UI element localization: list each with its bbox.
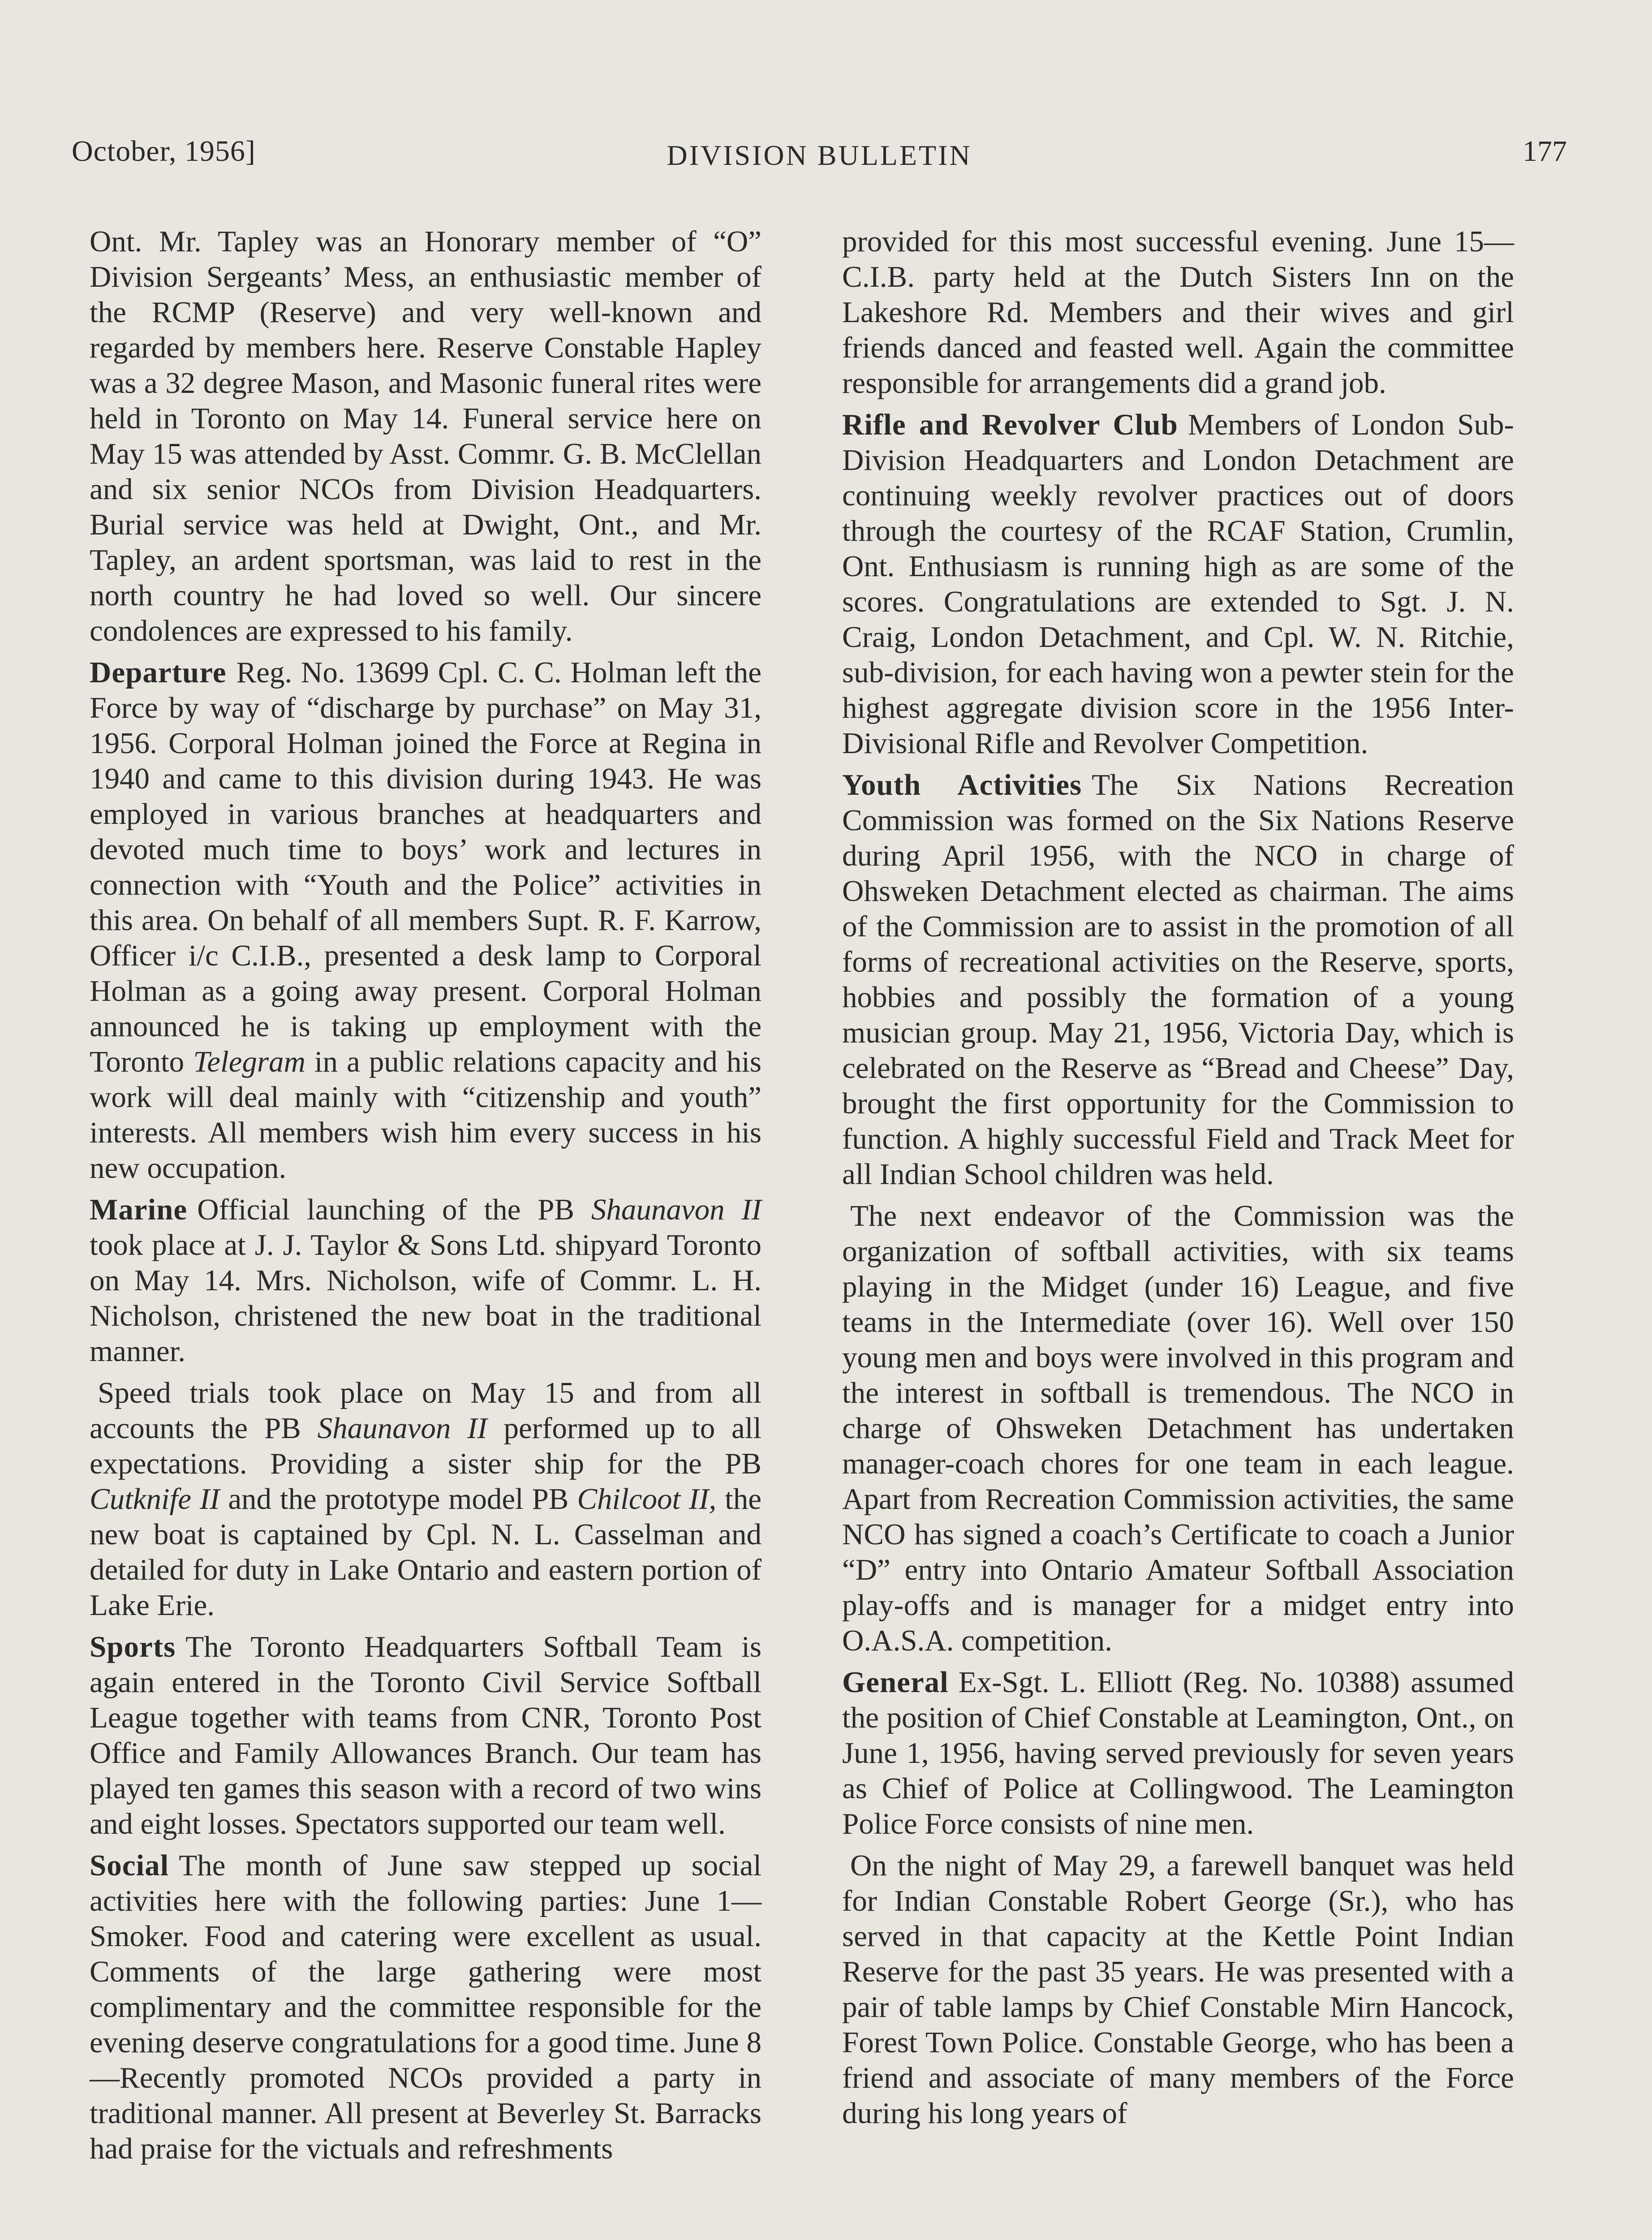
page-number: 177 (1523, 135, 1567, 168)
publication-title: DIVISION BULLETIN (667, 139, 972, 171)
paragraph: General Ex-Sgt. L. Elliott (Reg. No. 10388) assumed the position of Chief Constable at Leamington, Ont., on June 1, 1956, having served previously for seven years as Chief of Police at Collingwood. The Leamington Police Force consists of nine men. (842, 1666, 1514, 1840)
running-header (72, 134, 1567, 184)
left-column (90, 224, 761, 2167)
paragraph: provided for this most successful evening. June 15—C.I.B. party held at the Dutch Sisters Inn on the Lakeshore Rd. Members and their wives and girl friends danced and feasted well. Again the committee responsible for arrangements did a grand job. (842, 225, 1514, 400)
paragraph: Marine Official launching of the PB Shaunavon II took place at J. J. Taylor & Sons Ltd. shipyard Toronto on May 14. Mrs. Nicholson, wife of Commr. L. H. Nicholson, christened the new boat in the traditional manner. (90, 1193, 761, 1368)
section-heading: Departure (90, 656, 227, 689)
section-heading: Youth Activities (842, 768, 1082, 801)
right-column (842, 224, 1514, 2167)
paragraph: Youth Activities The Six Nations Recreation Commission was formed on the Six Nations Reserve during April 1956, with the NCO in charge of Ohsweken Detachment elected as chairman. The aims of the Commission are to assist in the promotion of all forms of recreational activities on the Reserve, sports, hobbies and possibly the formation of a young musician group. May 21, 1956, Victoria Day, which is celebrated on the Reserve as “Bread and Cheese” Day, brought the first opportunity for the Commission to function. A highly successful Field and Track Meet for all Indian School children was held. (842, 768, 1514, 1191)
section-heading: Sports (90, 1630, 176, 1663)
paragraph: Ont. Mr. Tapley was an Honorary member of “O” Division Sergeants’ Mess, an enthusiastic member of the RCMP (Reserve) and very well-known and regarded by members here. Reserve Constable Hapley was a 32 degree Mason, and Masonic funeral rites were held in Toronto on May 14. Funeral service here on May 15 was attended by Asst. Commr. G. B. McClellan and six senior NCOs from Division Headquarters. Burial service was held at Dwight, Ont., and Mr. Tapley, an ardent sportsman, was laid to rest in the north country he had loved so well. Our sincere condolences are expressed to his family. (90, 225, 761, 647)
section-heading: General (842, 1666, 949, 1699)
paragraph: On the night of May 29, a farewell banquet was held for Indian Constable Robert George (Sr.), who has served in that capacity at the Kettle Point Indian Reserve for the past 35 years. He was presented with a pair of table lamps by Chief Constable Mirn Hancock, Forest Town Police. Constable George, who has been a friend and associate of many members of the Force during his long years of (842, 1849, 1514, 2130)
issue-date: October, 1956] (72, 135, 256, 168)
paragraph: Departure Reg. No. 13699 Cpl. C. C. Holman left the Force by way of “discharge by purchase” on May 31, 1956. Corporal Holman joined the Force at Regina in 1940 and came to this division during 1943. He was employed in various branches at headquarters and devoted much time to boys’ work and lectures in connection with “Youth and the Police” activities in this area. On behalf of all members Supt. R. F. Karrow, Officer i/c C.I.B., presented a desk lamp to Corporal Holman as a going away present. Corporal Holman announced he is taking up employment with the Toronto Telegram in a public relations capacity and his work will deal mainly with “citizenship and youth” interests. All members wish him every success in his new occupation. (90, 656, 761, 1185)
paragraph: Sports The Toronto Headquarters Softball Team is again entered in the Toronto Civil Service Softball League together with teams from CNR, Toronto Post Office and Family Allowances Branch. Our team has played ten games this season with a record of two wins and eight losses. Spectators supported our team well. (90, 1630, 761, 1840)
section-heading: Rifle and Revolver Club (842, 408, 1178, 441)
section-heading: Social (90, 1849, 169, 1882)
paragraph: Rifle and Revolver Club Members of London Sub-Division Headquarters and London Detachment are continuing weekly revolver practices out of doors through the courtesy of the RCAF Station, Crumlin, Ont. Enthusiasm is running high as are some of the scores. Congratulations are extended to Sgt. J. N. Craig, London Detachment, and Cpl. W. N. Ritchie, sub-division, for each having won a pewter stein for the highest aggregate division score in the 1956 Inter-Divisional Rifle and Revolver Competition. (842, 408, 1514, 760)
paragraph: Social The month of June saw stepped up social activities here with the following parties: June 1—Smoker. Food and catering were excellent as usual. Comments of the large gathering were most complimentary and the committee responsible for the evening deserve congratulations for a good time. June 8—Recently promoted NCOs provided a party in traditional manner. All present at Beverley St. Barracks had praise for the victuals and refreshments (90, 1849, 761, 2165)
paragraph: The next endeavor of the Commission was the organization of softball activities, with six teams playing in the Midget (under 16) League, and five teams in the Intermediate (over 16). Well over 150 young men and boys were involved in this program and the interest in softball is tremendous. The NCO in charge of Ohsweken Detachment has undertaken manager-coach chores for one team in each league. Apart from Recreation Commission activities, the same NCO has signed a coach’s Certificate to coach a Junior “D” entry into Ontario Amateur Softball Association play-offs and is manager for a midget entry into O.A.S.A. competition. (842, 1199, 1514, 1657)
paragraph: Speed trials took place on May 15 and from all accounts the PB Shaunavon II performed up to all expectations. Providing a sister ship for the PB Cutknife II and the prototype model PB Chilcoot II, the new boat is captained by Cpl. N. L. Casselman and detailed for duty in Lake Ontario and eastern portion of Lake Erie. (90, 1376, 761, 1622)
text-columns (90, 224, 1514, 2167)
section-heading: Marine (90, 1193, 188, 1226)
